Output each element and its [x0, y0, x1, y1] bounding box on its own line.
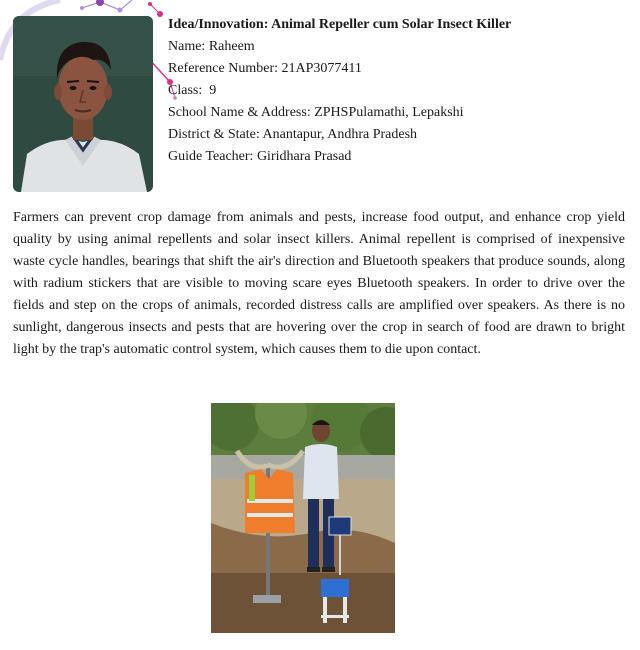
innovation-title: Idea/Innovation: Animal Repeller cum Solar Insect Killer: [168, 17, 512, 32]
student-class: Class: 9: [168, 83, 217, 98]
student-photo: [13, 16, 153, 192]
school-address: School Name & Address: ZPHSPulamathi, Lepakshi: [168, 105, 464, 120]
reference-number: Reference Number: 21AP3077411: [168, 61, 362, 76]
student-info: [168, 14, 628, 168]
district-state: District & State: Anantapur, Andhra Pradesh: [168, 127, 418, 142]
innovation-description: Farmers can prevent crop damage from animals and pests, increase food output, and enhance crop yield quality by using animal repellents and solar insect killers. Animal repellent is comprised of inexpensive waste cycle handles, bearings that shift the air's direction and Bluetooth speakers that produce sounds, along with radium stickers that are visible to moving scare eyes Bluetooth speakers. In order to drive over the fields and step on the crops of animals, recorded distress calls are amplified over speakers. As there is no sunlight, dangerous insects and pests that are hovering over the crop in search of food are drawn to bright light by the trap's automatic control system, which causes them to die upon contact.: [13, 210, 625, 357]
project-photo: [211, 403, 395, 633]
guide-teacher: Guide Teacher: Giridhara Prasad: [168, 149, 352, 164]
student-name: Name: Raheem: [168, 39, 255, 54]
